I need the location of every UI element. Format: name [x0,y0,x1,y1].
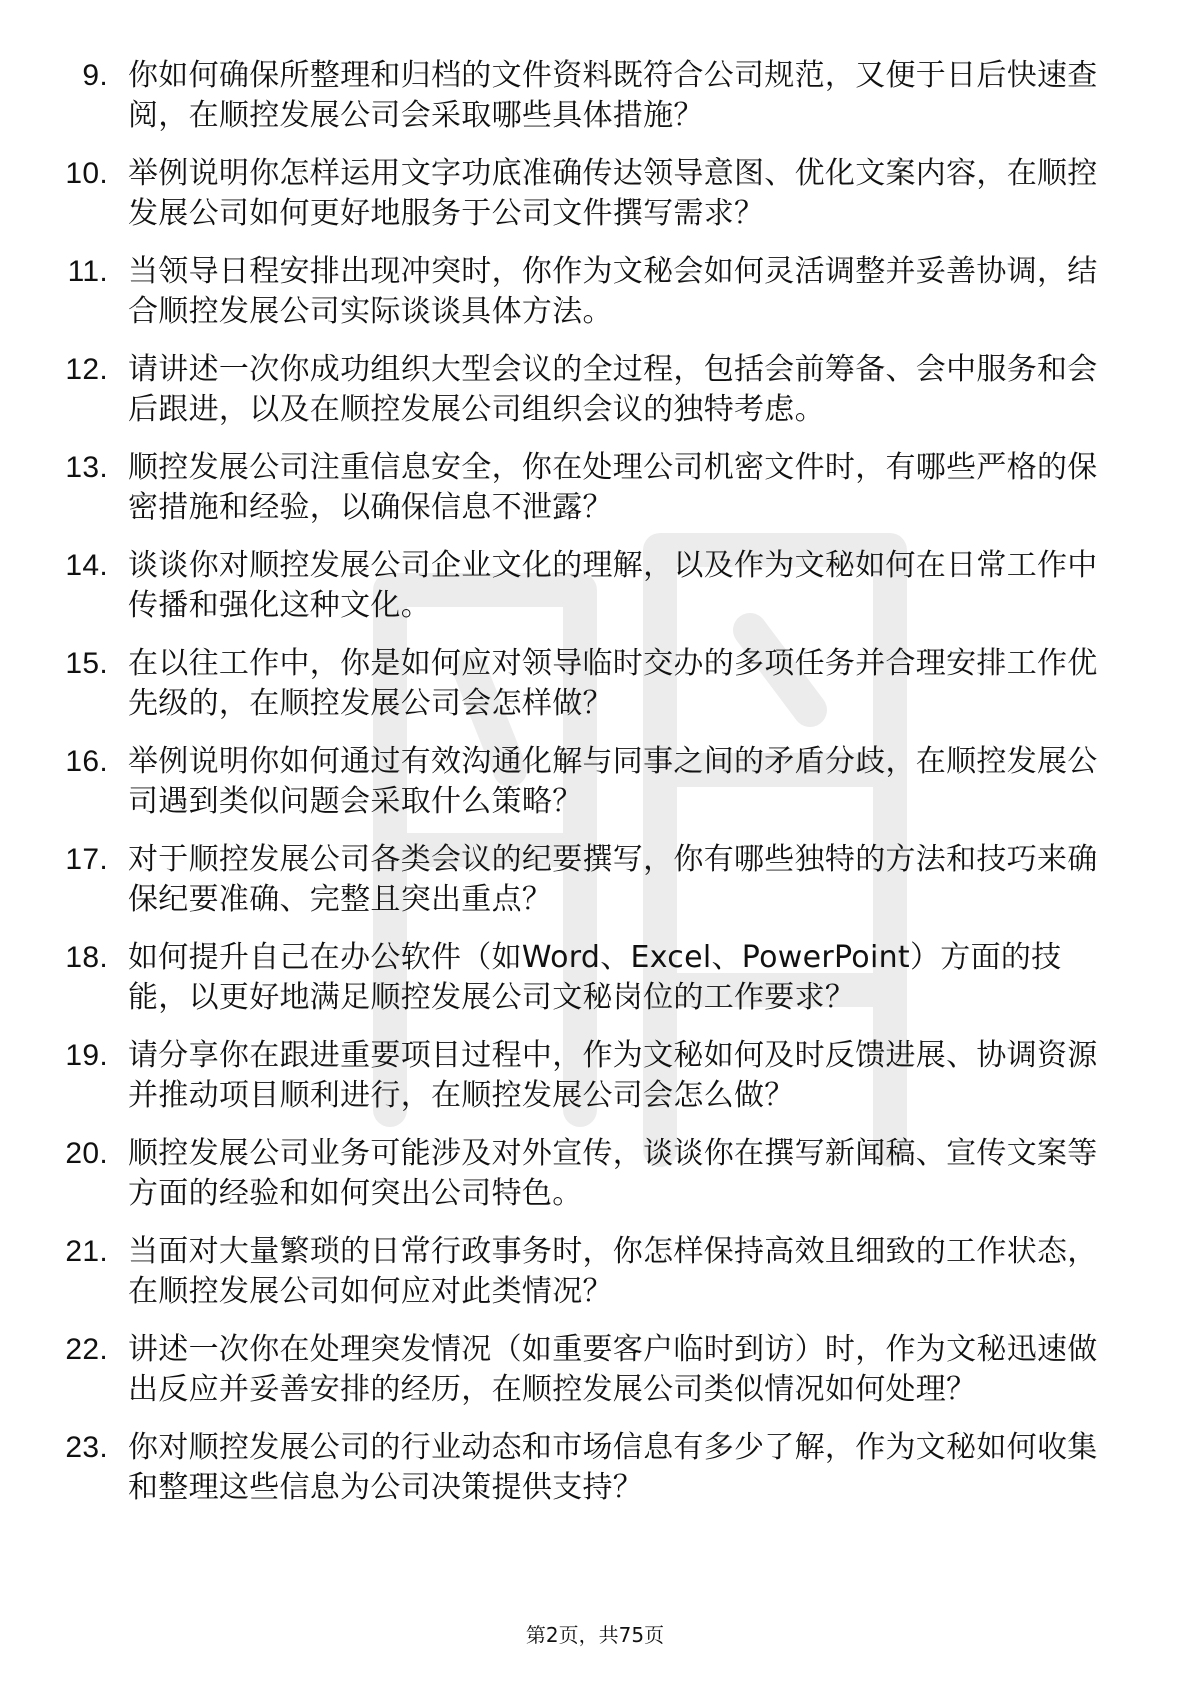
question-item [0,546,1190,626]
question-number: 11. [67,255,108,288]
question-item [0,1036,1190,1116]
question-item [0,1330,1190,1410]
question-number: 17. [65,843,108,876]
question-number: 19. [65,1039,108,1072]
question-item [0,56,1190,136]
question-item [0,1428,1190,1508]
question-number: 20. [65,1137,108,1170]
question-item [0,350,1190,430]
question-text: 举例说明你怎样运用文字功底准确传达领导意图、优化文案内容，在顺控发展公司如何更好地服务于公司文件撰写需求？ [128,156,1098,231]
question-number: 14. [65,549,108,582]
question-item [0,1134,1190,1214]
question-list [0,56,1190,1526]
question-number: 16. [65,745,108,778]
question-text: 当领导日程安排出现冲突时，你作为文秘会如何灵活调整并妥善协调，结合顺控发展公司实际谈谈具体方法。 [128,254,1098,329]
question-item [0,644,1190,724]
question-text: 举例说明你如何通过有效沟通化解与同事之间的矛盾分歧，在顺控发展公司遇到类似问题会采取什么策略？ [128,744,1098,819]
question-number: 13. [65,451,108,484]
page-footer [0,1623,1190,1647]
question-text: 你如何确保所整理和归档的文件资料既符合公司规范，又便于日后快速查阅，在顺控发展公司会采取哪些具体措施？ [128,58,1098,133]
question-number: 23. [65,1431,108,1464]
question-item [0,448,1190,528]
question-number: 12. [65,353,108,386]
question-number: 22. [65,1333,108,1366]
question-text: 顺控发展公司业务可能涉及对外宣传，谈谈你在撰写新闻稿、宣传文案等方面的经验和如何突出公司特色。 [128,1136,1098,1211]
question-text: 请讲述一次你成功组织大型会议的全过程，包括会前筹备、会中服务和会后跟进，以及在顺控发展公司组织会议的独特考虑。 [128,352,1098,427]
question-text: 你对顺控发展公司的行业动态和市场信息有多少了解，作为文秘如何收集和整理这些信息为公司决策提供支持？ [128,1430,1098,1505]
question-item [0,154,1190,234]
page-number-label: 第2页，共75页 [525,1623,665,1647]
question-text: 顺控发展公司注重信息安全，你在处理公司机密文件时，有哪些严格的保密措施和经验，以确保信息不泄露？ [128,450,1098,525]
question-text: 当面对大量繁琐的日常行政事务时，你怎样保持高效且细致的工作状态，在顺控发展公司如何应对此类情况？ [128,1234,1098,1309]
question-number: 18. [65,941,108,974]
question-text: 对于顺控发展公司各类会议的纪要撰写，你有哪些独特的方法和技巧来确保纪要准确、完整且突出重点？ [128,842,1098,917]
question-text: 在以往工作中，你是如何应对领导临时交办的多项任务并合理安排工作优先级的，在顺控发展公司会怎样做？ [128,646,1098,721]
question-text: 讲述一次你在处理突发情况（如重要客户临时到访）时，作为文秘迅速做出反应并妥善安排的经历，在顺控发展公司类似情况如何处理？ [128,1332,1098,1407]
question-item [0,742,1190,822]
question-number: 21. [65,1235,108,1268]
question-number: 10. [65,157,108,190]
question-text: 请分享你在跟进重要项目过程中，作为文秘如何及时反馈进展、协调资源并推动项目顺利进行，在顺控发展公司会怎么做？ [128,1038,1098,1113]
question-item [0,840,1190,920]
question-text: 谈谈你对顺控发展公司企业文化的理解，以及作为文秘如何在日常工作中传播和强化这种文化。 [128,548,1098,623]
question-number: 15. [65,647,108,680]
question-number: 9. [82,59,108,92]
question-text: 如何提升自己在办公软件（如Word、Excel、PowerPoint）方面的技能，以更好地满足顺控发展公司文秘岗位的工作要求？ [128,940,1062,1015]
question-item [0,252,1190,332]
question-item [0,1232,1190,1312]
question-item [0,938,1190,1018]
